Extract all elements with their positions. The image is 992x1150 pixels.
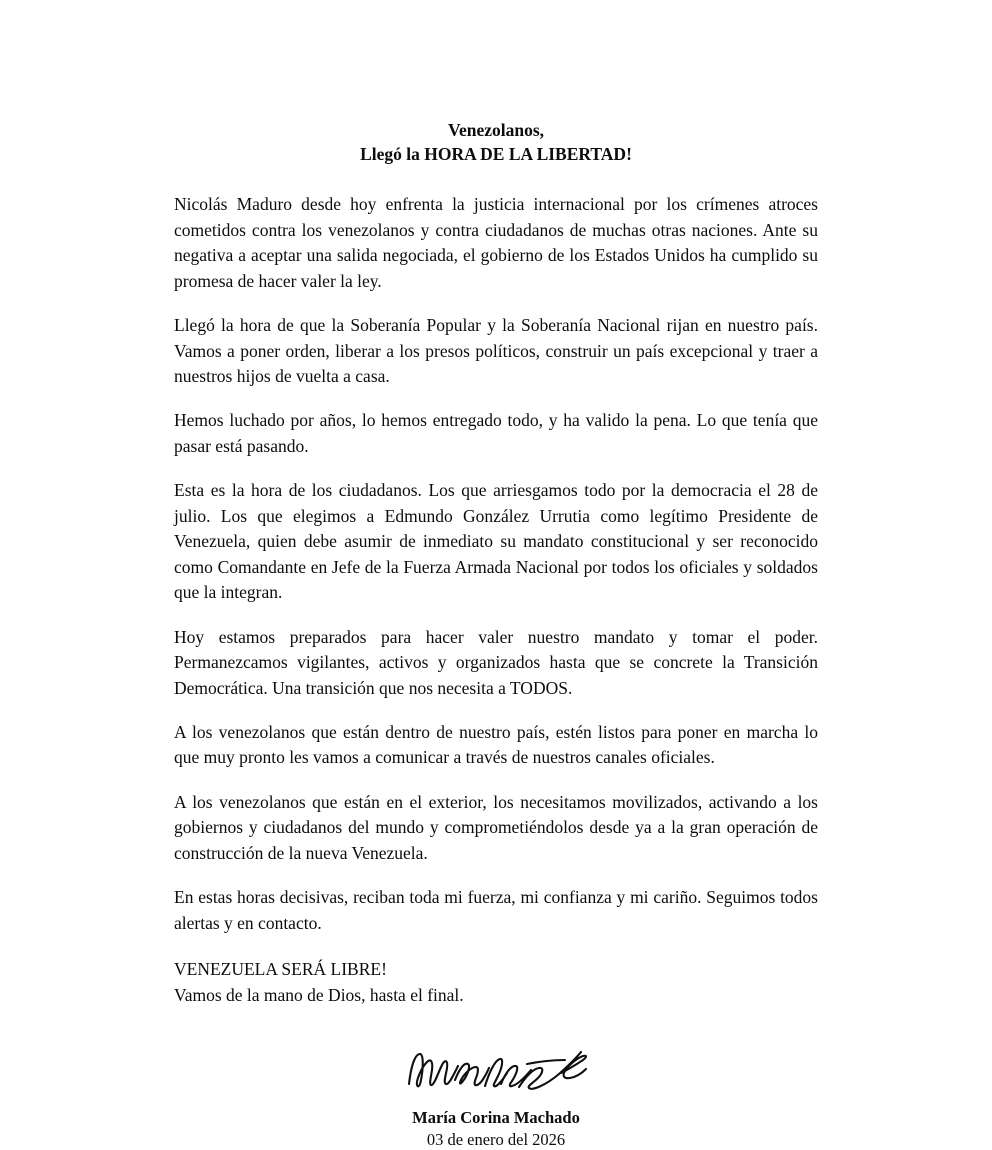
document-closing — [174, 957, 818, 1008]
paragraph: A los venezolanos que están en el exterior, los necesitamos movilizados, activando a los gobiernos y ciudadanos del mundo y comprometiéndolos desde ya a la gran operación de construcción de la nueva Venezuela. — [174, 791, 818, 863]
paragraph: Llegó la hora de que la Soberanía Popular y la Soberanía Nacional rijan en nuestro país. Vamos a poner orden, liberar a los presos políticos, construir un país excepcional y traer a nuestros hijos de vuelta a casa. — [174, 315, 818, 386]
paragraph: Nicolás Maduro desde hoy enfrenta la justicia internacional por los crímenes atroces cometidos contra los venezolanos y contra ciudadanos de muchas otras naciones. Ante su negativa a aceptar una salida negociada, el gobierno de los Estados Unidos ha cumplido su promesa de hacer valer la ley. — [174, 194, 818, 291]
heading-line-2: Llegó la HORA DE LA LIBERTAD! — [360, 144, 632, 165]
heading-line-1: Venezolanos, — [447, 120, 545, 140]
paragraph: En estas horas decisivas, reciban toda mi fuerza, mi confianza y mi cariño. Seguimos todos alertas y en contacto. — [174, 887, 818, 933]
paragraph: Hoy estamos preparados para hacer valer nuestro mandato y tomar el poder. Permanezcamos vigilantes, activos y organizados hasta que se concrete la Transición Democrática. Una transición que nos necesita a TODOS. — [174, 626, 818, 698]
handwritten-signature-icon — [174, 1040, 818, 1102]
paragraph: A los venezolanos que están dentro de nuestro país, estén listos para poner en marcha lo que muy pronto les vamos a comunicar a través de nuestros canales oficiales. — [174, 721, 818, 768]
closing-line-2: Vamos de la mano de Dios, hasta el final. — [174, 984, 464, 1005]
document-body — [174, 192, 818, 936]
signature-date: 03 de enero del 2026 — [426, 1130, 566, 1150]
document-content — [174, 0, 818, 1150]
paragraph: Hemos luchado por años, lo hemos entregado todo, y ha valido la pena. Lo que tenía que pasar está pasando. — [174, 410, 818, 456]
paragraph: Esta es la hora de los ciudadanos. Los que arriesgamos todo por la democracia el 28 de julio. Los que elegimos a Edmundo González Urrutia como legítimo Presidente de Venezuela, quien debe asumir de inmediato su mandato constitucional y ser reconocido como Comandante en Jefe de la Fuerza Armada Nacional por todos los oficiales y soldados que la integran. — [174, 480, 818, 603]
signature-block — [174, 1040, 818, 1150]
closing-line-1: VENEZUELA SERÁ LIBRE! — [174, 959, 387, 980]
document-heading — [174, 118, 818, 166]
signature-name: María Corina Machado — [412, 1108, 580, 1128]
